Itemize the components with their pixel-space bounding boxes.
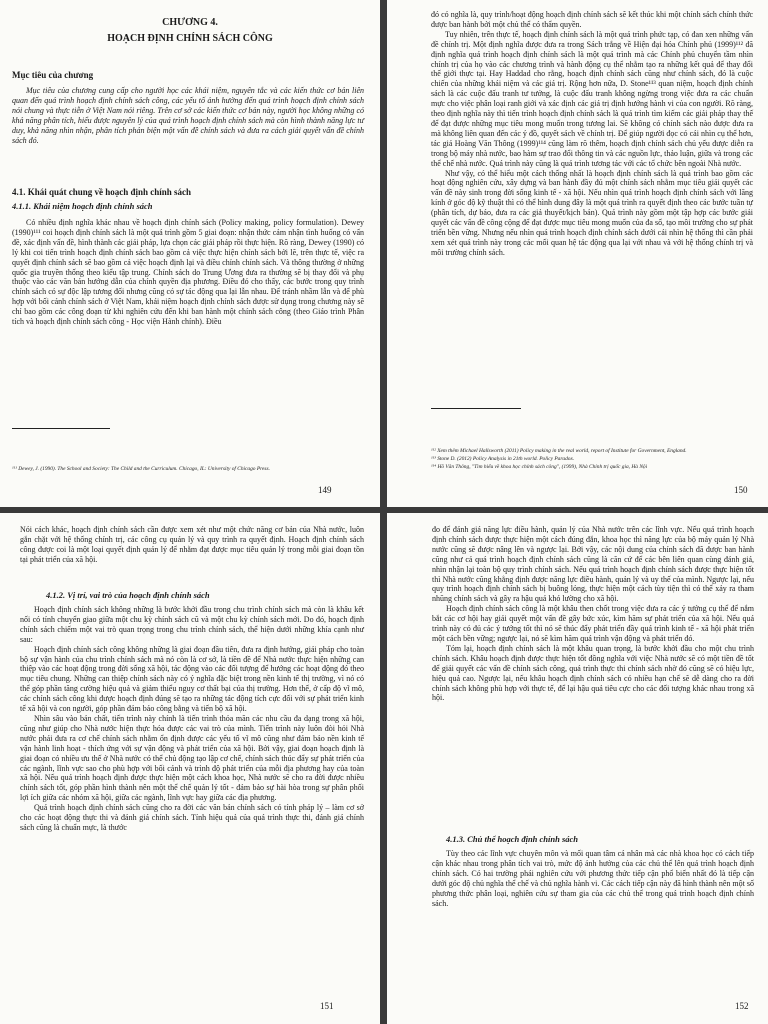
paragraph: Có nhiều định nghĩa khác nhau về hoạch định chính sách (Policy making, policy formulation). Dewey (1990)¹¹¹ coi hoạch định chính sách là một quá trình gồm 5 giai đoạn: nhận thức cảm nhận tình huống có vấn đề, xác định vấn đề, hình thành các giải pháp, lựa chọn các giải pháp rồi thực hiện. Rõ ràng, Dewey (1990) có lý khi coi tiến trình hoạch định chính sách bao gồm cả việc thực hiện chính sách bởi lẽ, trên thực tế, việc ra quyết định chính sách sẽ bao gồm cả việc hoạch định lại và điều chỉnh chính sách. Và thông thường ở những quốc gia truyền thống theo kiểu tập trung. Chính sách do Trung Ương đưa ra thường sẽ bị thay đổi và phụ thuộc vào các văn bản hướng dẫn của chính quyền địa phương. Điều đó cho thấy, các bước trong quy trình chính sách có sự độc lập tương đối nhưng cũng có sự tác động qua lại lẫn nhau. Để tránh nhầm lẫn và để phù hợp với bối cảnh chính sách ở Việt Nam, khái niệm hoạch định chính sách được sử dụng trong chương này sẽ chỉ bao gồm các công đoạn từ khi nghiên cứu đến khi ban hành một chính sách công (theo Giáo trình Phân tích và hoạch định chính sách công - Học viện Hành chính). Điều — [12, 218, 364, 327]
section-4-1-3-heading: 4.1.3. Chủ thể hoạch định chính sách — [446, 834, 579, 844]
body-text — [20, 605, 364, 833]
page-150 — [387, 0, 768, 507]
footnote: ¹¹² Xem thêm Michael Hallsworth (2011) Policy making in the real world, report of Institute for Government, England. — [431, 448, 687, 454]
objectives-heading: Mục tiêu của chương — [12, 70, 94, 80]
footnote: ¹¹⁴ Hồ Văn Thông, "Tìm hiểu về khoa học chính sách công", (1999), Nhà Chính trị quốc gia, Hà Nội — [431, 464, 648, 470]
paragraph: Hoạch định chính sách công không những là giai đoạn đầu tiên, đưa ra định hướng, giải pháp cho toàn bộ sự vận hành của chu trình chính sách mà nó còn là cơ sở, là tiền đề để Nhà nước thực hiện những can thiệp vào các hoạt động trong đời sống xã hội, tác động vào các đối tượng để hướng các hoạt động đó theo mục tiêu chung. Những can thiệp chính sách này có ý nghĩa đặc biệt trong nền kinh tế thị trường, vì nó có thể góp phần tăng cường hiệu quả và giảm thiểu nguy cơ thất bại của thị trường. Hơn thế, ở cấp độ vĩ mô, các chính sách công khi được hoạch định đúng sẽ tạo ra những tác động tích cực đối với sự phát triển kinh tế xã hội và con người, góp phần đảm bảo công bằng và tiến bộ xã hội. — [20, 644, 364, 714]
paragraph: Tóm lại, hoạch định chính sách là một khâu quan trọng, là bước khởi đầu cho một chu trình chính sách. Khâu hoạch định được thực hiện tốt đồng nghĩa với việc Nhà nước sẽ có một tiền đề tốt để giải quyết các vấn đề chính sách công, quá trình thực thi chính sách nhờ đó cũng sẽ có hiệu lực, hiệu quả cao. Ngược lại, nếu khâu hoạch định chính sách có nhiều hạn chế sẽ dễ dàng cho ra đời chính sách không phù hợp với thực tế, để lại hậu quả tiêu cực cho các đối tượng khác nhau trong xã hội. — [432, 643, 754, 703]
body-text — [12, 218, 364, 327]
paragraph: Tuy nhiên, trên thực tế, hoạch định chính sách là một quá trình phức tạp, có đan xen những vấn đề chính trị. Một định nghĩa được đưa ra trong Sách trắng về Hiện đại hóa Chính phủ (1999)¹¹² đã định nghĩa quá trình hoạch định chính sách là một quá trình mà các Chính phủ chuyển tầm nhìn chính trị của họ vào các chương trình và hành động cụ thể nhằm tạo ra những kết quả để thay đổi thế giới thực tại. Hay Haddad cho rằng, hoạch định chính sách cũng như chính sách, đó là cuộc chiến của những khái niệm và các giá trị. Rộng hơn nữa, D. Stone¹¹³ quan niệm, hoạch định chính sách là các cuộc đấu tranh tư tưởng, là cuộc đấu tranh không ngừng trong việc đưa ra các chuẩn mực cho việc phân loại ranh giới và xác định các giá trị định hướng hành vi của con người. Rõ ràng, theo định nghĩa này thì tiến trình hoạch định chính sách là quá trình tìm kiếm các giải pháp thay thế để đạt được những mục tiêu mong muốn trong tương lai. Sẽ không có chính sách nào được đưa ra mà không liên quan đến các ý đồ, quyết sách về chính trị. Để giúp người đọc có cái nhìn cụ thể hơn, tác giả Hoàng Văn Thông (1999)¹¹⁴ cũng làm rõ thêm, hoạch định chính sách chủ yếu được diễn ra trong bộ máy nhà nước, bao hàm sự trao đổi thông tin và các nguồn lực, thảo luận, giữa và trong các thể chế nhà nước. Quá trình này cũng là quá trình tương tác với các tổ chức bên ngoài Nhà nước. — [431, 29, 753, 168]
objectives-text — [12, 86, 364, 145]
body-text — [20, 525, 364, 565]
paragraph: Nhìn sâu vào bản chất, tiến trình này chính là tiến trình thỏa mãn các nhu cầu đa dạng trong xã hội, cũng như giúp cho Nhà nước hiện thực hóa được các vai trò của mình. Tiến trình này luôn đòi hỏi Nhà nước phải đưa ra cơ chế chính sách nhằm ổn định được các yếu tố vĩ mô cũng như đảm bảo nền kinh tế vận hành linh hoạt - thích ứng với sự vận động và phát triển của xã hội. Bởi vậy, giai đoạn hoạch định là giai đoạn có nhiều ưu thế ở Nhà nước có thể chủ động tạo lập cơ chế, chính sách thúc đẩy sự phát triển của các ngành, lĩnh vực sao cho phù hợp với bối cảnh và trình độ phát triển của mỗi địa phương hay của toàn xã hội. Nếu quá trình hoạch định được thực hiện một cách khoa học, Nhà nước sẽ cho ra đời được nhiều chính sách tốt, góp phần hình thành nên một thể chế quản lý tốt - đảm bảo sự hài hòa trong sự phân phối lợi ích giữa các nhóm xã hội, giữa các ngành, lĩnh vực hay giữa các địa phương. — [20, 713, 364, 803]
paragraph: Nói cách khác, hoạch định chính sách cần được xem xét như một chức năng cơ bản của Nhà nước, luôn gắn chặt với hệ thống chính trị, các công cụ quản lý và quy trình ra quyết định. Hoạch định chính sách công được coi là một loại quyết định quản lý để nhằm đạt được mục tiêu quản lý trong mỗi giai đoạn tồn tại phát triển của xã hội. — [20, 525, 364, 564]
page-number: 152 — [735, 1001, 749, 1011]
footnote-rule — [431, 408, 521, 409]
paragraph: Như vậy, có thể hiểu một cách thống nhất là hoạch định chính sách là quá trình bao gồm các hoạt động nghiên cứu, xây dựng và ban hành đầy đủ một chính sách nhằm mục tiêu giải quyết các vấn đề này sinh trong đời sống kinh tế - xã hội. Nếu nhìn quá trình hoạch định chính sách với lăng kính ở góc độ kỹ thuật thì có thể hình dung đây là một quá trình ra quyết định theo các bước tuần tự (phân tích, dự báo, đưa ra các giả thuyết/kịch bản). Quá trình này gồm một tập hợp các bước giải quyết các vấn đề công cộng để đạt được mục tiêu mong muốn của đa số, tạo môi trường cho sự phát triển bền vững. Nhưng nếu nhìn quá trình hoạch định chính sách dưới cái nhìn hệ thống thì cần phải xem xét quá trình này trong các mối quan hệ tác động qua lại với nhau và với hệ thống chính trị và môi trường chính sách. — [431, 168, 753, 257]
paragraph: Quá trình hoạch định chính sách cũng cho ra đời các văn bản chính sách có tính pháp lý – làm cơ sở cho các hoạt động thực thi và đánh giá chính sách. Tính hiệu quả của quá trình thực thi, đánh giá chính sách cũng là chuẩn mực, là thước — [20, 803, 364, 832]
paragraph: đó có nghĩa là, quy trình/hoạt động hoạch định chính sách sẽ kết thúc khi một chính sách chính thức được ban hành bởi một chủ thể có thẩm quyền. — [431, 10, 753, 29]
page-number: 149 — [318, 485, 332, 495]
section-4-1-1-heading: 4.1.1. Khái niệm hoạch định chính sách — [12, 201, 153, 211]
footnote: ¹¹³ Stone D. (2012) Policy Analysis in 21th world. Policy Paradox. — [431, 456, 575, 462]
paragraph: đo để đánh giá năng lực điều hành, quản lý của Nhà nước trên các lĩnh vực. Nếu quá trình hoạch định chính sách được thực hiện một cách đúng đắn, khoa học thì năng lực của bộ máy quản lý Nhà nước cũng sẽ được nâng lên và ngược lại. Bởi vậy, các nội dung của chính sách đã được ban hành cũng như cả quá trình hoạch định chính sách cũng là căn cứ để các bên liên quan cùng đánh giá, nhìn nhận lại toàn bộ quy trình chính sách. Nếu quá trình hoạch định chính sách được thực hiện tốt thì Nhà nước cũng khẳng định được năng lực điều hành, quản lý và uy thế của mình. Ngược lại, nếu quy trình hoạch định chính sách bị buông lỏng, thực hiện một cách tùy tiện thì có thể xảy ra tham nhũng chính sách và gây ra hậu quả khó lường cho xã hội. — [432, 525, 754, 604]
chapter-number: CHƯƠNG 4. — [162, 17, 218, 28]
page-149 — [0, 0, 380, 507]
section-4-1-2-heading: 4.1.2. Vị trí, vai trò của hoạch định chính sách — [46, 590, 210, 600]
paragraph: Tùy theo các lĩnh vực chuyên môn và mối quan tâm cá nhân mà các nhà khoa học có cách tiếp cận khác nhau trong phân tích vai trò, mức độ ảnh hưởng của các chủ thể lên quá trình hoạch định chính sách. Có hai trường phái nghiên cứu với phương thức tiếp cận phổ biến nhất đó là tiếp cận dưới góc độ chủ nghĩa thể chế và chủ nghĩa hành vi. Các cách tiếp cận này đã hình thành nên một số phương thức phân loại, nghiên cứu sự tham gia của các chủ thể trong quá trình hoạch định chính sách. — [432, 849, 754, 908]
footnote: ¹¹¹ Dewey, J. (1990). The School and Society: The Child and the Curriculum. Chicago, IL: University of Chicago Press. — [12, 466, 270, 472]
section-4-1-heading: 4.1. Khái quát chung về hoạch định chính sách — [12, 187, 192, 197]
footnote-rule — [12, 428, 110, 429]
chapter-title: HOẠCH ĐỊNH CHÍNH SÁCH CÔNG — [107, 33, 273, 44]
page-number: 151 — [320, 1001, 334, 1011]
page-152 — [387, 513, 768, 1024]
paragraph: Hoạch định chính sách công là một khâu then chốt trong việc đưa ra các ý tưởng cụ thể để nắm bắt các cơ hội hay giải quyết một vấn đề gây bức xúc, kìm hãm sự phát triển của xã hội. Nếu quá trình này có đủ các ý tưởng tốt thì nó sẽ thúc đẩy phát triển đầy quá trình kinh tế - xã hội phát triển một cách bền vững; ngược lại, nó sẽ kìm hãm quá trình vận động và phát triển đó. — [432, 604, 754, 643]
body-text — [431, 10, 753, 258]
page-151 — [0, 513, 380, 1024]
paragraph: Hoạch định chính sách không những là bước khởi đầu trong chu trình chính sách mà còn là khâu kết nối có tính chuyển giao giữa một chu kỳ chính sách cũ và một chu kỳ chính sách mới. Do đó, hoạch định chính sách chiếm một vai trò quan trọng trong chu trình chính sách, thể hiện dưới những khía cạnh như sau: — [20, 605, 364, 644]
objectives-paragraph: Mục tiêu của chương cung cấp cho người học các khái niệm, nguyên tắc và các kiến thức cơ bản liên quan đến quá trình hoạch định chính sách công, các yếu tố ảnh hưởng đến quá trình hoạch định chính sách nói chung và thực tiễn ở Việt Nam nói riêng. Trên cơ sở các kiến thức cơ bản này, người học không những có khả năng phân tích, hiểu được nguyên lý của quá trình hoạch định chính sách mà còn hình thành năng lực tư duy, khả năng nhìn nhận, phân tích phản biện một vấn đề chính sách và đưa ra cách giải quyết vấn đề chính sách đó. — [12, 86, 364, 145]
body-text — [432, 849, 754, 908]
page-number: 150 — [734, 485, 748, 495]
body-text — [432, 525, 754, 703]
